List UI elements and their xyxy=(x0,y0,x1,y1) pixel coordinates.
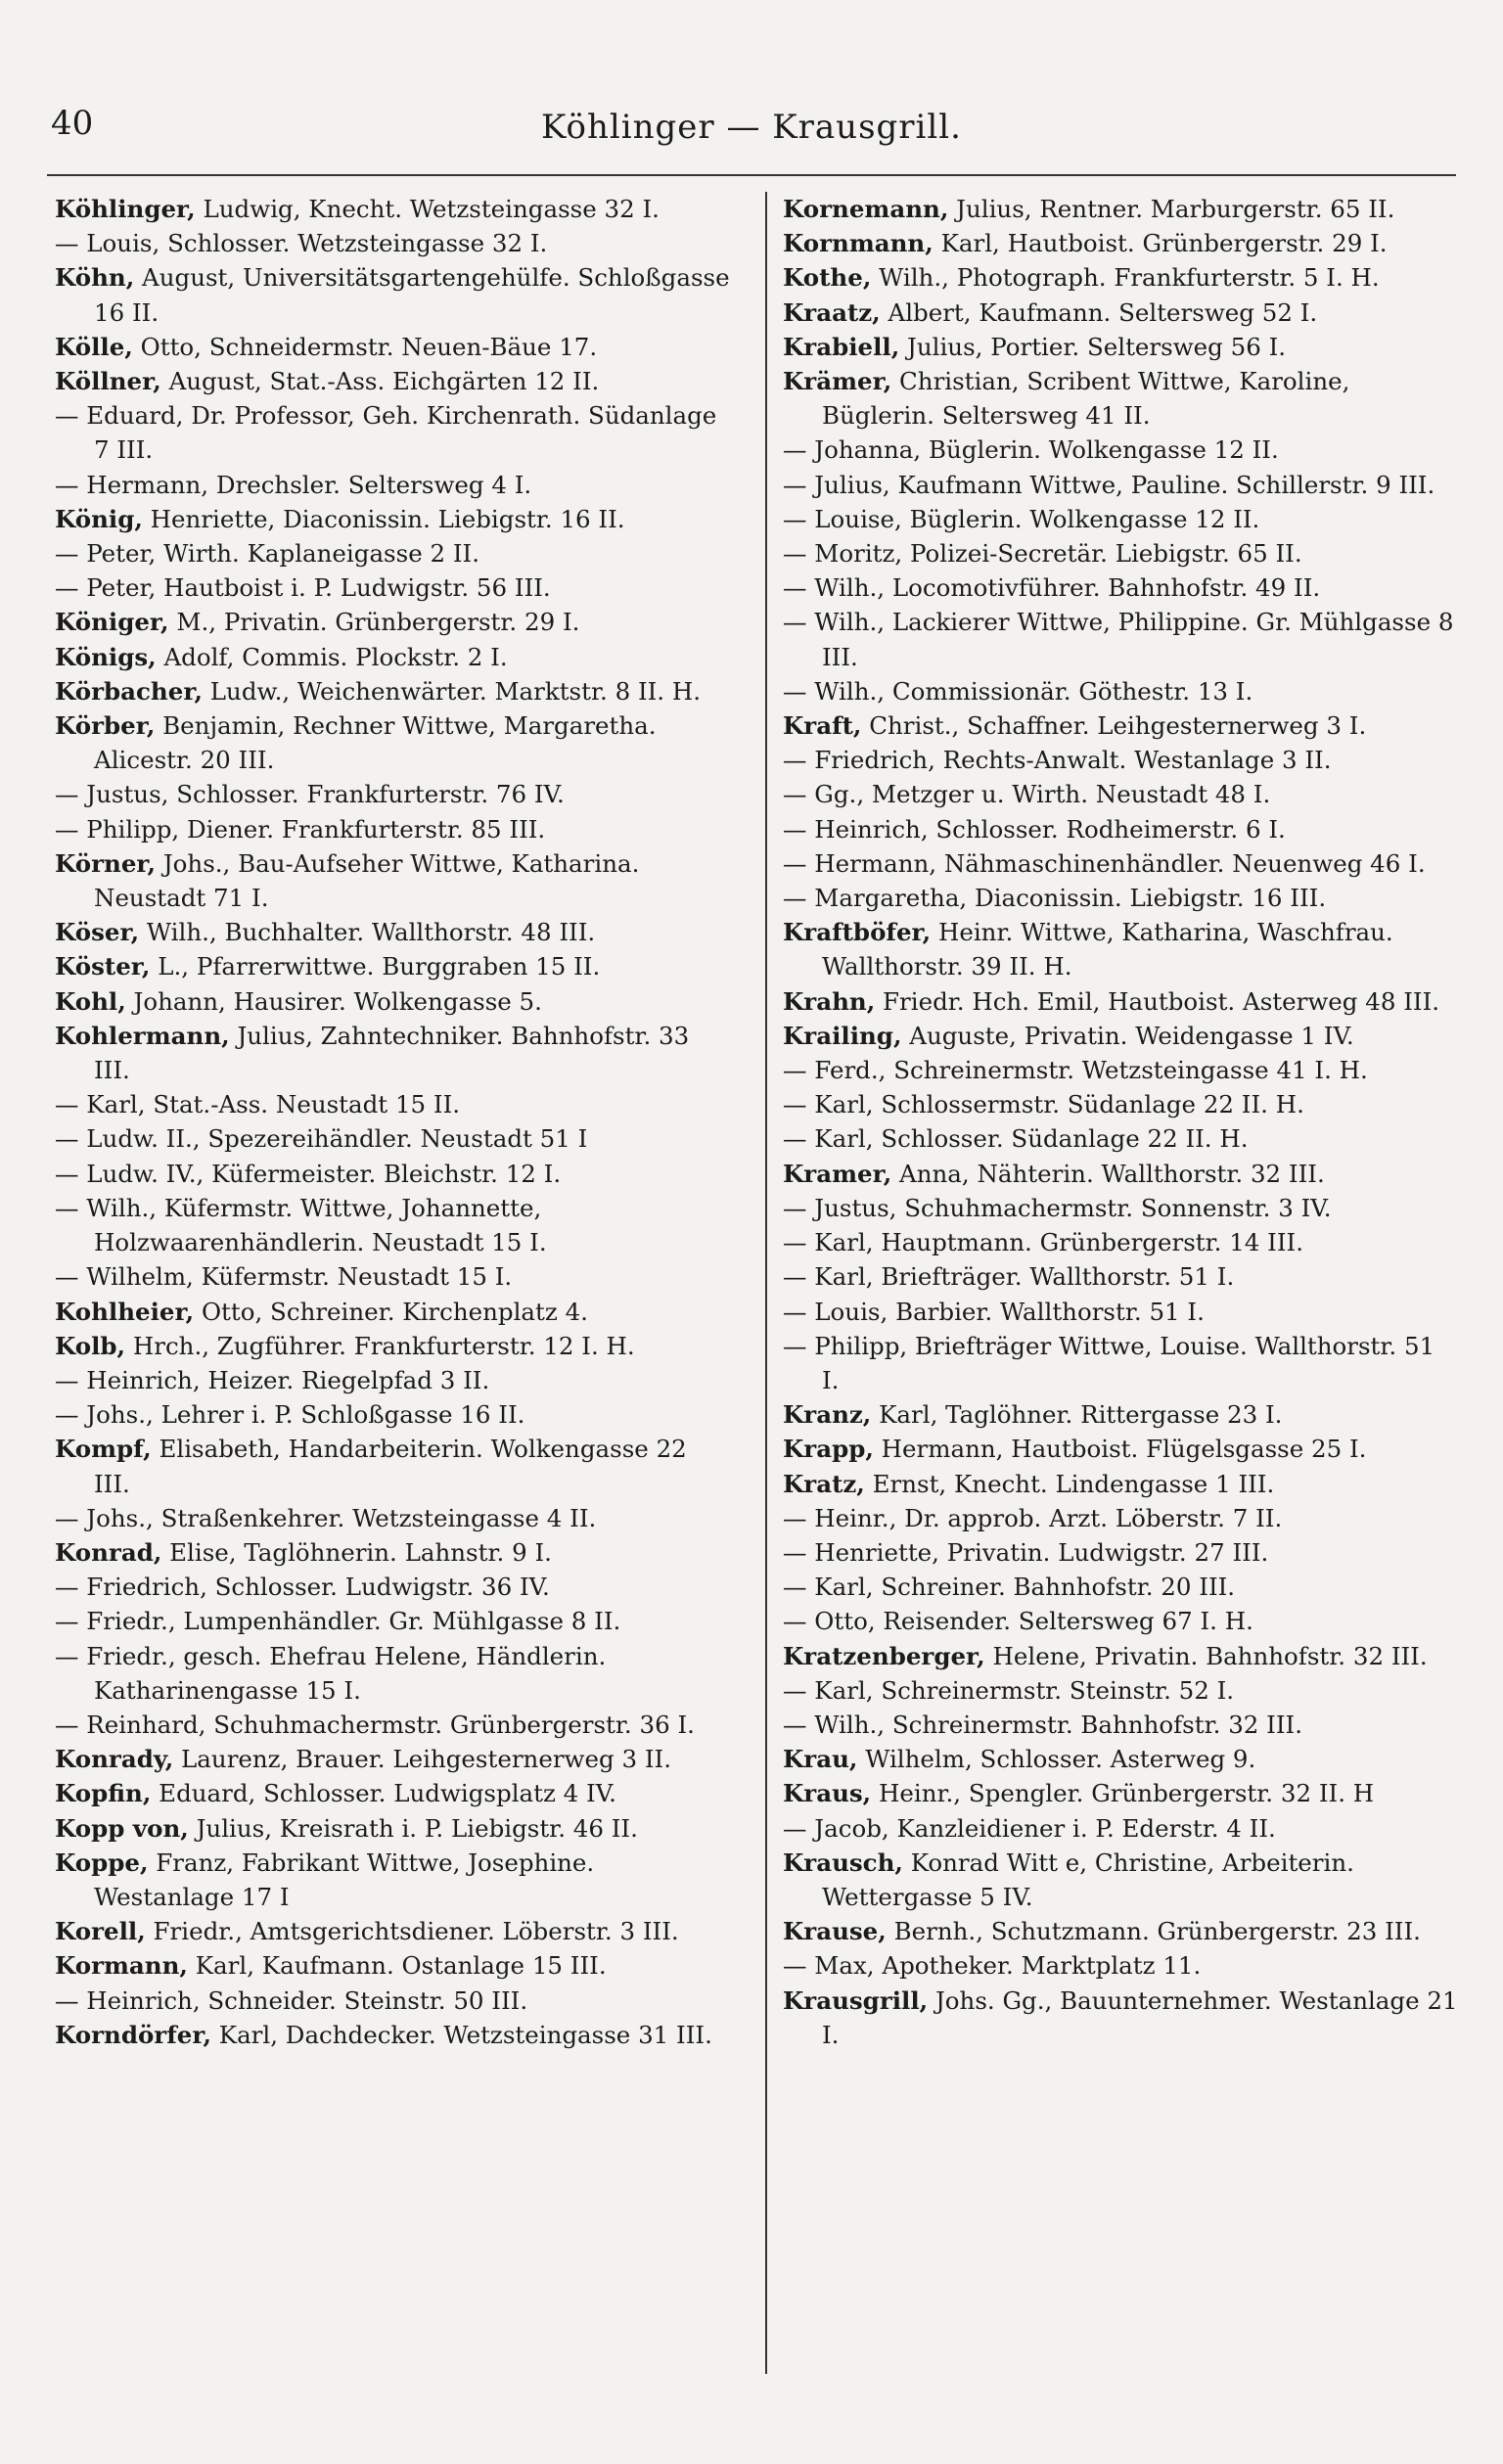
directory-entry xyxy=(55,1811,730,1846)
entry-surname: Kratz, xyxy=(783,1469,865,1498)
entry-details: Ernst, Knecht. Lindengasse 1 III. xyxy=(864,1469,1275,1498)
directory-entry xyxy=(55,364,730,398)
directory-entry xyxy=(783,1053,1458,1087)
directory-entry xyxy=(55,1259,730,1294)
entry-surname: Kothe, xyxy=(783,263,872,293)
entry-details: — Karl, Schlossermstr. Südanlage 22 II. H. xyxy=(783,1090,1304,1119)
directory-entry xyxy=(55,1914,730,1948)
entry-details: L., Pfarrerwittwe. Burggraben 15 II. xyxy=(150,952,601,981)
entry-details: Helene, Privatin. Bahnhofstr. 32 III. xyxy=(984,1641,1428,1670)
entry-details: Karl, Taglöhner. Rittergasse 23 I. xyxy=(871,1400,1283,1430)
directory-entry xyxy=(55,1570,730,1604)
entry-details: — Henriette, Privatin. Ludwigstr. 27 III. xyxy=(783,1537,1269,1567)
entry-surname: Kohlermann, xyxy=(55,1021,230,1050)
directory-entry xyxy=(783,1467,1458,1501)
entry-details: Elisabeth, Handarbeiterin. Wolkengasse 22 III. xyxy=(94,1435,687,1498)
directory-entry xyxy=(55,1363,730,1397)
entry-details: Julius, Rentner. Marburgerstr. 65 II. xyxy=(948,195,1395,223)
entry-details: — Peter, Wirth. Kaplaneigasse 2 II. xyxy=(55,539,480,569)
directory-entry xyxy=(55,1157,730,1191)
directory-entry xyxy=(783,605,1458,673)
entry-surname: Krahn, xyxy=(783,986,876,1016)
entry-surname: Kraatz, xyxy=(783,297,881,327)
entry-details: Karl, Kaufmann. Ostanlage 15 III. xyxy=(187,1951,607,1981)
entry-surname: Kranz, xyxy=(783,1400,872,1430)
directory-entry xyxy=(55,915,730,949)
entry-surname: Krapp, xyxy=(783,1435,874,1464)
directory-entry xyxy=(783,296,1458,330)
entry-details: Julius, Zahntechniker. Bahnhofstr. 33 III. xyxy=(94,1021,690,1085)
entry-surname: Kornemann, xyxy=(783,195,949,223)
directory-entry xyxy=(55,846,730,915)
entry-surname: Körbacher, xyxy=(55,676,203,706)
entry-details: Konrad Witt e, Christine, Arbeiterin. Wettergasse 5 IV. xyxy=(822,1848,1354,1911)
entry-details: Wilh., Buchhalter. Wallthorstr. 48 III. xyxy=(139,918,596,947)
directory-entry xyxy=(783,1329,1458,1397)
entry-details: — Wilh., Commissionär. Göthestr. 13 I. xyxy=(783,676,1253,706)
directory-entry xyxy=(783,1295,1458,1329)
entry-details: Adolf, Commis. Plockstr. 2 I. xyxy=(156,642,508,671)
entry-details: Elise, Taglöhnerin. Lahnstr. 9 I. xyxy=(161,1537,552,1567)
directory-entry xyxy=(783,674,1458,708)
header-rule xyxy=(47,174,1456,176)
header-title: Köhlinger — Krausgrill. xyxy=(541,108,962,147)
entry-surname: König, xyxy=(55,504,143,533)
entry-details: Friedr. Hch. Emil, Hautboist. Asterweg 48 III. xyxy=(875,986,1440,1016)
directory-entry xyxy=(783,812,1458,846)
entry-details: — Margaretha, Diaconissin. Liebigstr. 16 III. xyxy=(783,884,1327,913)
entry-details: — Karl, Briefträger. Wallthorstr. 51 I. xyxy=(783,1262,1235,1292)
entry-surname: Kohlheier, xyxy=(55,1297,195,1326)
directory-entry xyxy=(55,1742,730,1776)
entry-details: Bernh., Schutzmann. Grünbergerstr. 23 III. xyxy=(886,1917,1421,1946)
entry-details: — Karl, Schlosser. Südanlage 22 II. H. xyxy=(783,1124,1249,1154)
entry-surname: Kopp von, xyxy=(55,1813,189,1843)
directory-entry xyxy=(783,846,1458,881)
entry-surname: Königer, xyxy=(55,608,169,637)
entry-surname: Köhlinger, xyxy=(55,195,196,223)
entry-details: Ludw., Weichenwärter. Marktstr. 8 II. H. xyxy=(202,676,702,706)
entry-surname: Kraft, xyxy=(783,711,862,741)
entry-surname: Kopfin, xyxy=(55,1779,152,1808)
entry-details: — Wilh., Schreinermstr. Bahnhofstr. 32 III. xyxy=(783,1710,1302,1739)
directory-entry xyxy=(783,1157,1458,1191)
directory-entry xyxy=(55,260,730,329)
directory-entry xyxy=(783,708,1458,743)
directory-entry xyxy=(55,1329,730,1363)
entry-surname: Krämer, xyxy=(783,367,892,396)
directory-entry xyxy=(783,1604,1458,1638)
directory-entry xyxy=(783,777,1458,811)
directory-entry xyxy=(783,1397,1458,1432)
entry-surname: Kompf, xyxy=(55,1435,152,1464)
entry-details: — Johs., Lehrer i. P. Schloßgasse 16 II. xyxy=(55,1400,525,1430)
entry-surname: Konrad, xyxy=(55,1537,162,1567)
entry-details: — Ludw. IV., Küfermeister. Bleichstr. 12 I. xyxy=(55,1159,562,1188)
entry-details: Karl, Hautboist. Grünbergerstr. 29 I. xyxy=(933,229,1388,258)
directory-entry xyxy=(783,1846,1458,1914)
entry-surname: Krausch, xyxy=(783,1848,903,1877)
directory-entry xyxy=(783,1191,1458,1225)
entry-details: — Hermann, Nähmaschinenhändler. Neuenweg 46 I. xyxy=(783,848,1426,878)
entry-surname: Kormann, xyxy=(55,1951,188,1981)
directory-entry xyxy=(55,398,730,467)
directory-entry xyxy=(783,1087,1458,1121)
directory-entry xyxy=(55,330,730,364)
directory-entry xyxy=(783,915,1458,983)
directory-entry xyxy=(55,605,730,639)
entry-details: Johs., Bau-Aufseher Wittwe, Katharina. Neustadt 71 I. xyxy=(94,848,640,913)
directory-entry xyxy=(783,192,1458,226)
entry-details: August, Stat.-Ass. Eichgärten 12 II. xyxy=(160,367,600,396)
directory-entry xyxy=(55,1984,730,2018)
entry-details: — Eduard, Dr. Professor, Geh. Kirchenrath. Südanlage 7 III. xyxy=(55,401,717,465)
entry-surname: Köllner, xyxy=(55,367,161,396)
entry-details: — Reinhard, Schuhmachermstr. Grünbergerstr. 36 I. xyxy=(55,1710,695,1739)
directory-entry xyxy=(55,674,730,708)
directory-entry xyxy=(783,1535,1458,1570)
entry-details: — Heinrich, Schneider. Steinstr. 50 III. xyxy=(55,1985,528,2015)
entry-details: — Friedr., Lumpenhändler. Gr. Mühlgasse 8 II. xyxy=(55,1607,621,1636)
entry-details: — Karl, Hauptmann. Grünbergerstr. 14 III. xyxy=(783,1228,1304,1257)
directory-entry xyxy=(55,1191,730,1259)
entry-details: Ludwig, Knecht. Wetzsteingasse 32 I. xyxy=(195,195,660,223)
entry-details: — Justus, Schlosser. Frankfurterstr. 76 IV. xyxy=(55,780,565,809)
entry-details: — Heinrich, Schlosser. Rodheimerstr. 6 I. xyxy=(783,814,1286,844)
entry-surname: Krause, xyxy=(783,1917,887,1946)
entry-details: — Johanna, Büglerin. Wolkengasse 12 II. xyxy=(783,435,1279,465)
entry-details: — Philipp, Briefträger Wittwe, Louise. Wallthorstr. 51 I. xyxy=(783,1331,1435,1394)
directory-entry xyxy=(55,640,730,674)
entry-details: — Philipp, Diener. Frankfurterstr. 85 III. xyxy=(55,814,546,844)
entry-surname: Kraftböfer, xyxy=(783,918,932,947)
directory-entry xyxy=(55,1397,730,1432)
entry-details: Auguste, Privatin. Weidengasse 1 IV. xyxy=(901,1021,1354,1050)
entry-details: Franz, Fabrikant Wittwe, Josephine. Westanlage 17 I xyxy=(94,1848,595,1911)
entry-surname: Krailing, xyxy=(783,1021,902,1050)
directory-entry xyxy=(783,1501,1458,1535)
directory-entry xyxy=(783,1948,1458,1983)
entry-details: Julius, Portier. Seltersweg 56 I. xyxy=(899,332,1287,361)
directory-entry xyxy=(55,1639,730,1708)
entry-surname: Krau, xyxy=(783,1745,858,1774)
entry-details: Anna, Nähterin. Wallthorstr. 32 III. xyxy=(891,1159,1325,1188)
directory-entry xyxy=(55,812,730,846)
entry-details: — Louis, Schlosser. Wetzsteingasse 32 I. xyxy=(55,229,548,258)
directory-entry xyxy=(55,2018,730,2052)
entry-details: — Karl, Stat.-Ass. Neustadt 15 II. xyxy=(55,1090,461,1119)
directory-entry xyxy=(783,1673,1458,1708)
entry-details: Laurenz, Brauer. Leihgesternerweg 3 II. xyxy=(173,1745,672,1774)
directory-entry xyxy=(783,1708,1458,1742)
entry-surname: Körner, xyxy=(55,848,157,878)
entry-surname: Köster, xyxy=(55,952,151,981)
directory-entry xyxy=(783,1984,1458,2052)
directory-entry xyxy=(55,536,730,570)
directory-entry xyxy=(55,1121,730,1156)
entry-surname: Kolb, xyxy=(55,1331,126,1360)
page-header xyxy=(47,98,1456,157)
directory-entry xyxy=(783,260,1458,295)
left-column xyxy=(55,192,730,2052)
directory-entry xyxy=(783,536,1458,570)
directory-entry xyxy=(783,433,1458,467)
entry-surname: Kraus, xyxy=(783,1779,872,1808)
directory-entry xyxy=(55,1708,730,1742)
entry-details: Karl, Dachdecker. Wetzsteingasse 31 III. xyxy=(210,2020,712,2049)
entry-surname: Krausgrill, xyxy=(783,1985,929,2015)
entry-details: — Moritz, Polizei-Secretär. Liebigstr. 65 II. xyxy=(783,539,1302,569)
entry-details: Christian, Scribent Wittwe, Karoline, Büglerin. Seltersweg 41 II. xyxy=(822,367,1350,431)
entry-surname: Korndörfer, xyxy=(55,2020,211,2049)
entry-details: Christ., Schaffner. Leihgesternerweg 3 I. xyxy=(861,711,1367,741)
directory-entry xyxy=(55,1087,730,1121)
entry-surname: Kratzenberger, xyxy=(783,1641,985,1670)
entry-details: — Wilh., Locomotivführer. Bahnhofstr. 49 II. xyxy=(783,573,1321,603)
directory-entry xyxy=(783,330,1458,364)
entry-details: Otto, Schneidermstr. Neuen-Bäue 17. xyxy=(132,332,598,361)
entry-surname: Körber, xyxy=(55,711,156,741)
entry-details: — Gg., Metzger u. Wirth. Neustadt 48 I. xyxy=(783,780,1271,809)
entry-details: Johs. Gg., Bauunternehmer. Westanlage 21 I. xyxy=(822,1985,1458,2049)
directory-entry xyxy=(783,226,1458,260)
entry-details: Hermann, Hautboist. Flügelsgasse 25 I. xyxy=(873,1435,1367,1464)
directory-entry xyxy=(783,570,1458,605)
entry-details: — Max, Apotheker. Marktplatz 11. xyxy=(783,1951,1202,1981)
entry-details: — Wilhelm, Küfermstr. Neustadt 15 I. xyxy=(55,1262,513,1292)
entry-details: Albert, Kaufmann. Seltersweg 52 I. xyxy=(880,297,1318,327)
entry-details: Otto, Schreiner. Kirchenplatz 4. xyxy=(194,1297,588,1326)
column-divider xyxy=(765,192,767,2374)
entry-details: — Karl, Schreinermstr. Steinstr. 52 I. xyxy=(783,1675,1235,1705)
entry-details: — Friedrich, Schlosser. Ludwigstr. 36 IV. xyxy=(55,1573,550,1602)
right-column xyxy=(783,192,1458,2052)
entry-details: — Wilh., Küfermstr. Wittwe, Johannette, Holzwaarenhändlerin. Neustadt 15 I. xyxy=(55,1193,547,1257)
entry-surname: Koppe, xyxy=(55,1848,149,1877)
directory-entry xyxy=(783,1225,1458,1259)
entry-details: — Justus, Schuhmachermstr. Sonnenstr. 3 IV. xyxy=(783,1193,1332,1222)
entry-surname: Krabiell, xyxy=(783,332,900,361)
entry-details: Julius, Kreisrath i. P. Liebigstr. 46 II. xyxy=(188,1813,638,1843)
entry-details: Henriette, Diaconissin. Liebigstr. 16 II. xyxy=(142,504,625,533)
entry-details: Johann, Hausirer. Wolkengasse 5. xyxy=(125,986,542,1016)
directory-entry xyxy=(55,1604,730,1638)
entry-surname: Königs, xyxy=(55,642,157,671)
entry-surname: Köhn, xyxy=(55,263,135,293)
directory-entry xyxy=(55,949,730,983)
directory-entry xyxy=(55,1501,730,1535)
directory-entry xyxy=(55,192,730,226)
directory-entry xyxy=(55,1019,730,1087)
entry-details: Wilhelm, Schlosser. Asterweg 9. xyxy=(857,1745,1256,1774)
directory-entry xyxy=(55,1776,730,1810)
entry-details: — Ferd., Schreinermstr. Wetzsteingasse 41 I. H. xyxy=(783,1056,1368,1085)
directory-entry xyxy=(783,1570,1458,1604)
entry-surname: Korell, xyxy=(55,1917,146,1946)
directory-entry xyxy=(783,881,1458,915)
directory-entry xyxy=(783,1121,1458,1156)
entry-details: Friedr., Amtsgerichtsdiener. Löberstr. 3 III. xyxy=(145,1917,679,1946)
directory-entry xyxy=(55,1948,730,1983)
directory-entry xyxy=(55,226,730,260)
directory-entry xyxy=(783,1811,1458,1846)
entry-details: — Louis, Barbier. Wallthorstr. 51 I. xyxy=(783,1297,1205,1326)
entry-details: — Louise, Büglerin. Wolkengasse 12 II. xyxy=(783,504,1260,533)
directory-entry xyxy=(55,984,730,1019)
entry-surname: Kramer, xyxy=(783,1159,892,1188)
directory-entry xyxy=(55,468,730,502)
directory-entry xyxy=(783,364,1458,433)
entry-surname: Kornmann, xyxy=(783,229,934,258)
entry-details: Heinr. Wittwe, Katharina, Waschfrau. Wallthorstr. 39 II. H. xyxy=(822,918,1393,981)
directory-entry xyxy=(783,984,1458,1019)
directory-entry xyxy=(783,1259,1458,1294)
entry-details: — Johs., Straßenkehrer. Wetzsteingasse 4 II. xyxy=(55,1503,597,1532)
directory-entry xyxy=(55,777,730,811)
entry-details: — Heinrich, Heizer. Riegelpfad 3 II. xyxy=(55,1365,490,1394)
entry-details: — Hermann, Drechsler. Seltersweg 4 I. xyxy=(55,470,532,499)
directory-entry xyxy=(55,1295,730,1329)
directory-entry xyxy=(783,1639,1458,1673)
directory-entry xyxy=(783,1742,1458,1776)
entry-details: — Otto, Reisender. Seltersweg 67 I. H. xyxy=(783,1607,1253,1636)
directory-entry xyxy=(55,1535,730,1570)
directory-entry xyxy=(55,1432,730,1500)
entry-details: — Peter, Hautboist i. P. Ludwigstr. 56 III. xyxy=(55,573,551,603)
entry-details: Wilh., Photograph. Frankfurterstr. 5 I. H. xyxy=(871,263,1380,293)
entry-details: Hrch., Zugführer. Frankfurterstr. 12 I. H. xyxy=(125,1331,635,1360)
directory-entry xyxy=(783,743,1458,777)
entry-surname: Köser, xyxy=(55,918,140,947)
directory-entry xyxy=(55,1846,730,1914)
entry-details: — Friedr., gesch. Ehefrau Helene, Händlerin. Katharinengasse 15 I. xyxy=(55,1641,607,1705)
entry-details: Eduard, Schlosser. Ludwigsplatz 4 IV. xyxy=(151,1779,616,1808)
entry-details: August, Universitätsgartengehülfe. Schloßgasse 16 II. xyxy=(94,263,730,327)
entry-details: M., Privatin. Grünbergerstr. 29 I. xyxy=(168,608,580,637)
entry-details: — Ludw. II., Spezereihändler. Neustadt 51 I xyxy=(55,1124,588,1154)
directory-entry xyxy=(783,1914,1458,1948)
entry-details: — Karl, Schreiner. Bahnhofstr. 20 III. xyxy=(783,1573,1236,1602)
directory-entry xyxy=(783,1776,1458,1810)
entry-details: Benjamin, Rechner Wittwe, Margaretha. Alicestr. 20 III. xyxy=(94,711,657,775)
directory-entry xyxy=(783,502,1458,536)
entry-surname: Kölle, xyxy=(55,332,133,361)
directory-entry xyxy=(55,570,730,605)
directory-entry xyxy=(783,468,1458,502)
entry-surname: Kohl, xyxy=(55,986,126,1016)
entry-details: — Friedrich, Rechts-Anwalt. Westanlage 3 II. xyxy=(783,746,1332,775)
entry-details: — Heinr., Dr. approb. Arzt. Löberstr. 7 II. xyxy=(783,1503,1283,1532)
directory-entry xyxy=(783,1019,1458,1053)
directory-entry xyxy=(55,708,730,777)
page-number: 40 xyxy=(51,104,94,143)
directory-entry xyxy=(783,1432,1458,1466)
entry-details: — Wilh., Lackierer Wittwe, Philippine. Gr. Mühlgasse 8 III. xyxy=(783,608,1454,671)
directory-entry xyxy=(55,502,730,536)
entry-surname: Konrady, xyxy=(55,1745,174,1774)
entry-details: — Jacob, Kanzleidiener i. P. Ederstr. 4 II. xyxy=(783,1813,1276,1843)
entry-details: Heinr., Spengler. Grünbergerstr. 32 II. H xyxy=(871,1779,1375,1808)
entry-details: — Julius, Kaufmann Wittwe, Pauline. Schillerstr. 9 III. xyxy=(783,470,1435,499)
